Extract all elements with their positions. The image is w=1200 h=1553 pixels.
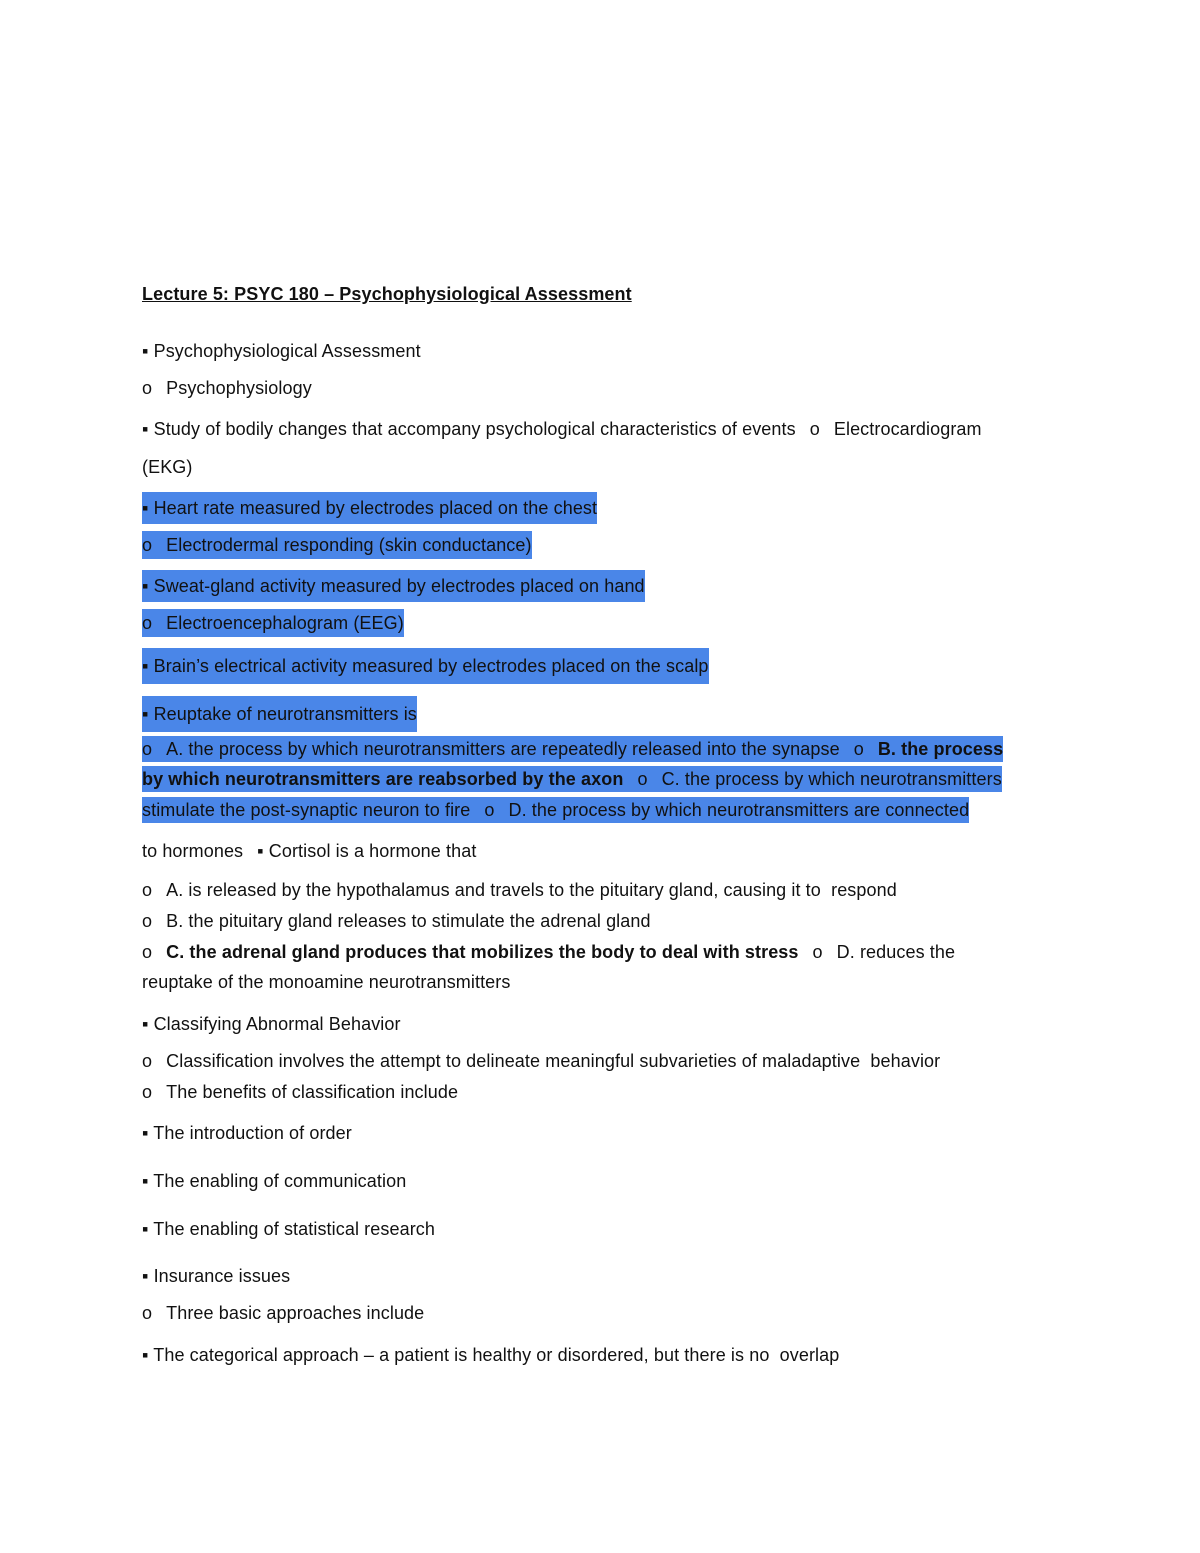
bullet-text: ▪ The introduction of order	[142, 1123, 352, 1143]
bullet-text: ▪ Insurance issues	[142, 1266, 291, 1286]
sub-item	[142, 1049, 940, 1073]
sub-text: Classification involves the attempt to delineate meaningful subvarieties of maladaptive behavior	[166, 1051, 941, 1071]
text-line	[142, 970, 511, 994]
option-a: A. is released by the hypothalamus and travels to the pituitary gland, causing it to respond	[166, 880, 897, 900]
sub-marker: o	[142, 613, 153, 633]
bullet-text: ▪ The enabling of statistical research	[142, 1219, 436, 1239]
sub-marker: o	[142, 535, 153, 555]
sub-text: Three basic approaches include	[166, 1303, 425, 1323]
bullet-text: ▪ Psychophysiological Assessment	[142, 341, 421, 361]
bullet-text: ▪ Classifying Abnormal Behavior	[142, 1014, 401, 1034]
highlighted-line	[142, 694, 417, 734]
highlighted-line	[142, 529, 532, 561]
sub-item	[142, 878, 897, 902]
bullet-text: ▪ Cortisol is a hormone that	[257, 841, 477, 861]
sub-marker: o	[637, 769, 648, 789]
text-line	[142, 455, 193, 479]
bullet-text: ▪ Sweat-gland activity measured by electrodes placed on hand	[142, 570, 645, 602]
bullet-item	[142, 339, 421, 363]
option-d: to hormones	[142, 841, 244, 861]
sub-marker: o	[484, 800, 495, 820]
option-b: B. the pituitary gland releases to stimulate the adrenal gland	[166, 911, 651, 931]
sub-text: Electroencephalogram (EEG)	[166, 613, 404, 633]
option-c-correct: C. the adrenal gland produces that mobilizes the body to deal with stress	[166, 942, 799, 962]
sub-item	[142, 1301, 424, 1325]
text-line	[142, 839, 476, 863]
sub-marker: o	[142, 911, 153, 931]
sub-marker: o	[853, 739, 864, 759]
highlighted-line	[142, 646, 709, 686]
bullet-text: ▪ Study of bodily changes that accompany psychological characteristics of events	[142, 419, 796, 439]
sub-marker: o	[142, 378, 153, 398]
bullet-item	[142, 1012, 401, 1036]
option-b-correct: by which neurotransmitters are reabsorbed by the axon	[142, 769, 624, 789]
text: (EKG)	[142, 457, 193, 477]
sub-item	[142, 1080, 458, 1104]
option-d: reuptake of the monoamine neurotransmitters	[142, 972, 511, 992]
bullet-item	[142, 1343, 839, 1367]
highlighted-line	[142, 607, 404, 639]
sub-item	[142, 909, 651, 933]
highlighted-line	[142, 764, 1002, 794]
sub-marker: o	[809, 419, 820, 439]
sub-marker: o	[142, 739, 153, 759]
bullet-item	[142, 1121, 352, 1145]
highlighted-line	[142, 795, 969, 825]
bullet-item	[142, 1217, 435, 1241]
option-d: D. reduces the	[836, 942, 956, 962]
highlighted-line	[142, 568, 645, 604]
sub-text: Psychophysiology	[166, 378, 312, 398]
sub-marker: o	[142, 1051, 153, 1071]
sub-marker: o	[142, 1082, 153, 1102]
sub-text: The benefits of classification include	[166, 1082, 459, 1102]
bullet-text: ▪ The enabling of communication	[142, 1171, 407, 1191]
option-c: stimulate the post-synaptic neuron to fire	[142, 800, 471, 820]
bullet-item	[142, 1264, 290, 1288]
sub-text: Electrodermal responding (skin conductance)	[166, 535, 532, 555]
page-title: Lecture 5: PSYC 180 – Psychophysiological Assessment	[142, 284, 632, 304]
option-d: D. the process by which neurotransmitters are connected	[508, 800, 970, 820]
sub-item	[142, 940, 955, 964]
bullet-text: ▪ Brain’s electrical activity measured by electrodes placed on the scalp	[142, 648, 709, 684]
sub-marker: o	[142, 880, 153, 900]
sub-marker: o	[142, 942, 153, 962]
option-b-correct: B. the process	[877, 739, 1004, 759]
sub-marker: o	[812, 942, 823, 962]
bullet-item	[142, 1169, 406, 1193]
highlighted-line	[142, 490, 597, 526]
bullet-text: ▪ The categorical approach – a patient is healthy or disordered, but there is no overlap	[142, 1345, 840, 1365]
sub-item	[142, 376, 312, 400]
option-a: A. the process by which neurotransmitters are repeatedly released into the synapse	[166, 739, 840, 759]
highlighted-line	[142, 734, 1003, 764]
sub-marker: o	[142, 1303, 153, 1323]
bullet-item	[142, 417, 982, 441]
sub-text: Electrocardiogram	[833, 419, 982, 439]
bullet-text: ▪ Heart rate measured by electrodes placed on the chest	[142, 492, 597, 524]
bullet-text: ▪ Reuptake of neurotransmitters is	[142, 696, 417, 732]
option-c: C. the process by which neurotransmitters	[661, 769, 1002, 789]
